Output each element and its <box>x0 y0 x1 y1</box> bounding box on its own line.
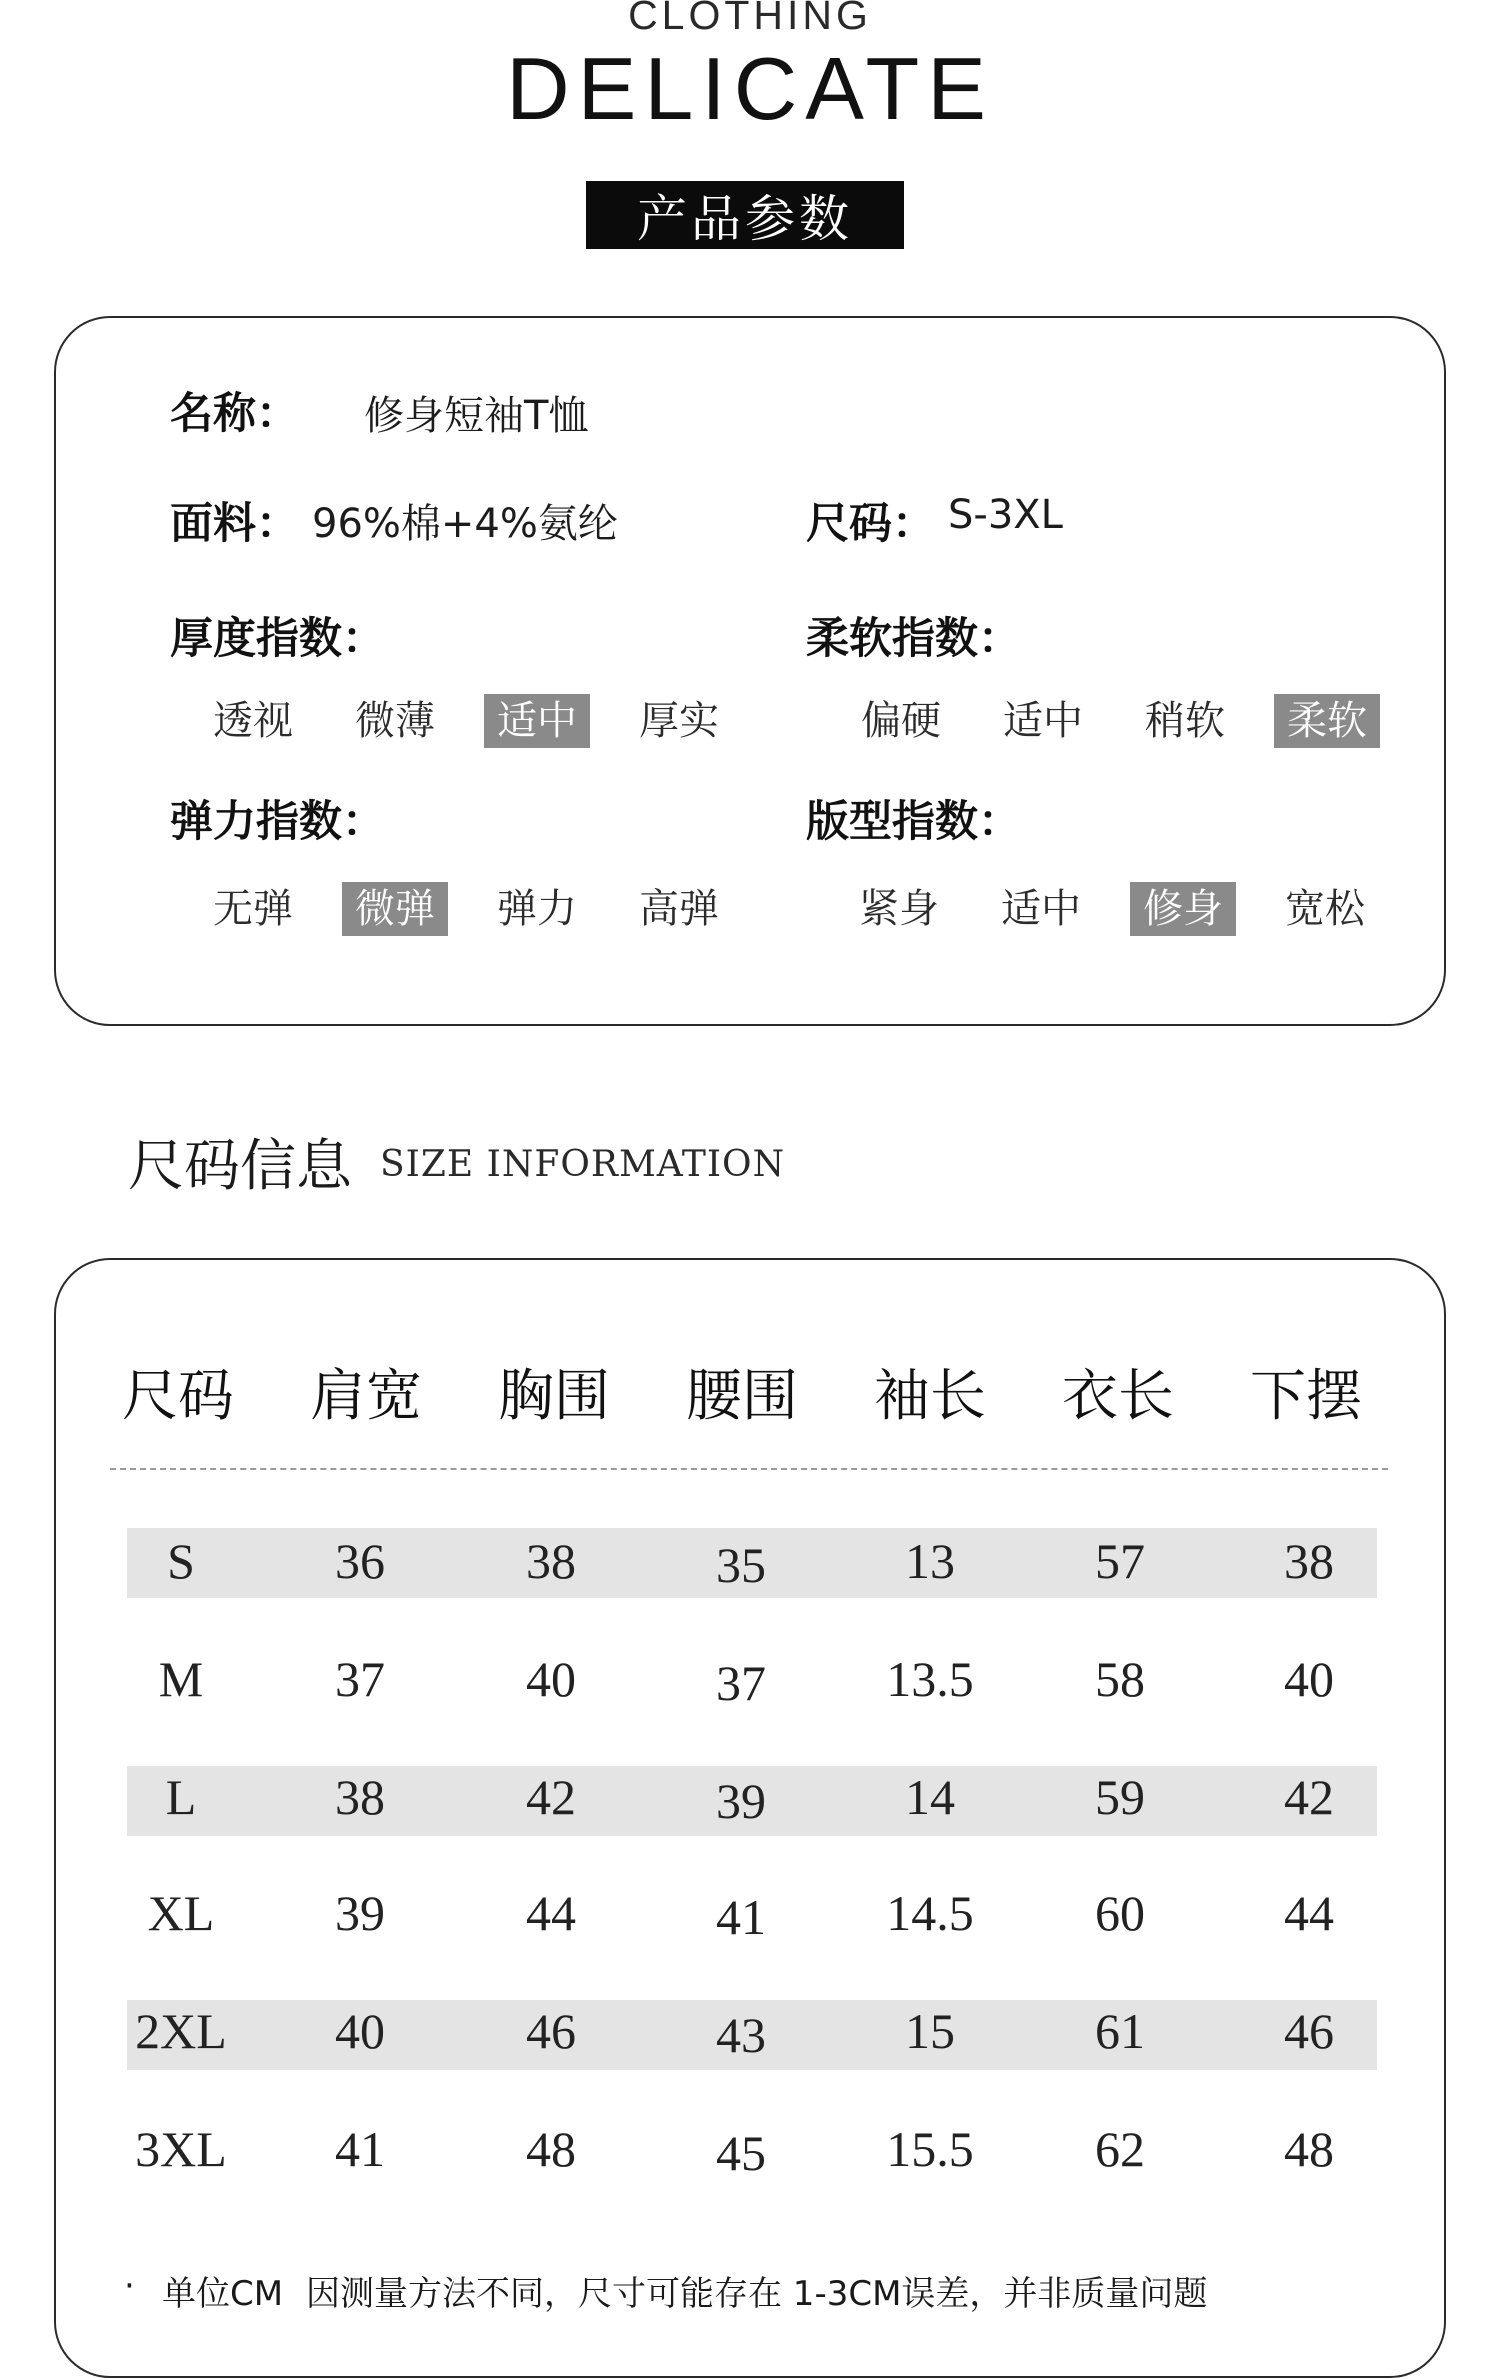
elasticity-option: 弹力 <box>497 886 577 932</box>
fit-option: 紧身 <box>859 886 939 932</box>
table-cell: 46 <box>1284 2003 1334 2059</box>
fabric-value: 96%棉+4%氨纶 <box>312 501 618 547</box>
table-cell: 43 <box>716 2007 766 2063</box>
thickness-option: 微薄 <box>355 698 435 744</box>
table-cell: 39 <box>335 1885 385 1941</box>
size-info-subtitle: SIZE INFORMATION <box>380 1144 786 1185</box>
table-cell: 60 <box>1095 1885 1145 1941</box>
table-cell: 39 <box>716 1773 766 1829</box>
name-value: 修身短袖T恤 <box>364 393 589 439</box>
note-text: 因测量方法不同，尺寸可能存在 1-3CM误差，并非质量问题 <box>306 2274 1208 2314</box>
note-bullet: · <box>124 2266 135 2306</box>
table-cell: 44 <box>1284 1885 1334 1941</box>
table-cell: XL <box>147 1885 215 1941</box>
fabric-label: 面料： <box>170 499 299 549</box>
name-label: 名称： <box>170 389 299 439</box>
table-cell: 46 <box>526 2003 576 2059</box>
thickness-option: 适中 <box>484 694 590 748</box>
table-cell: L <box>165 1769 197 1825</box>
table-cell: 13.5 <box>886 1651 974 1707</box>
table-cell: 14 <box>905 1769 955 1825</box>
table-cell: 40 <box>526 1651 576 1707</box>
table-cell: 36 <box>335 1533 385 1589</box>
column-header: 肩宽 <box>310 1364 422 1429</box>
table-cell: 58 <box>1095 1651 1145 1707</box>
column-header: 下摆 <box>1250 1364 1362 1429</box>
table-cell: 42 <box>526 1769 576 1825</box>
note-unit: 单位CM <box>162 2274 284 2314</box>
fit-option: 修身 <box>1130 882 1236 936</box>
table-cell: S <box>167 1533 195 1589</box>
thickness-label: 厚度指数： <box>170 614 385 664</box>
softness-option: 适中 <box>1003 698 1083 744</box>
table-cell: 44 <box>526 1885 576 1941</box>
table-cell: 40 <box>335 2003 385 2059</box>
table-cell: 45 <box>716 2125 766 2181</box>
table-cell: 35 <box>716 1537 766 1593</box>
table-cell: 57 <box>1095 1533 1145 1589</box>
table-cell: 13 <box>905 1533 955 1589</box>
softness-option: 柔软 <box>1274 694 1380 748</box>
elasticity-option: 高弹 <box>639 886 719 932</box>
brand-title: DELICATE <box>506 39 994 138</box>
size-value: S-3XL <box>948 492 1063 538</box>
fit-option: 宽松 <box>1285 886 1365 932</box>
thickness-option: 厚实 <box>639 698 719 744</box>
softness-label: 柔软指数： <box>806 614 1021 664</box>
table-cell: 2XL <box>135 2003 227 2059</box>
table-cell: 37 <box>335 1651 385 1707</box>
table-cell: 38 <box>335 1769 385 1825</box>
elasticity-option: 微弹 <box>342 882 448 936</box>
table-cell: 48 <box>526 2121 576 2177</box>
section-banner-label: 产品参数 <box>637 190 853 248</box>
table-cell: 40 <box>1284 1651 1334 1707</box>
table-cell: 42 <box>1284 1769 1334 1825</box>
column-header: 衣长 <box>1062 1364 1174 1429</box>
column-header: 胸围 <box>498 1364 610 1429</box>
table-cell: 41 <box>335 2121 385 2177</box>
header-divider <box>110 1468 1388 1470</box>
table-cell: 38 <box>1284 1533 1334 1589</box>
table-cell: 62 <box>1095 2121 1145 2177</box>
fit-option: 适中 <box>1001 886 1081 932</box>
elasticity-label: 弹力指数： <box>170 797 385 847</box>
softness-option: 稍软 <box>1145 698 1225 744</box>
table-cell: M <box>158 1651 204 1707</box>
size-label: 尺码： <box>806 499 935 549</box>
table-cell: 61 <box>1095 2003 1145 2059</box>
table-cell: 48 <box>1284 2121 1334 2177</box>
size-info-title: 尺码信息 <box>128 1134 352 1199</box>
table-cell: 38 <box>526 1533 576 1589</box>
table-cell: 37 <box>716 1655 766 1711</box>
elasticity-option: 无弹 <box>213 886 293 932</box>
fit-label: 版型指数： <box>806 797 1021 847</box>
thickness-option: 透视 <box>213 698 293 744</box>
table-cell: 3XL <box>135 2121 227 2177</box>
column-header: 腰围 <box>686 1364 798 1429</box>
table-cell: 15.5 <box>886 2121 974 2177</box>
table-cell: 14.5 <box>886 1885 974 1941</box>
brand-eyebrow: CLOTHING <box>628 0 872 38</box>
softness-option: 偏硬 <box>861 698 941 744</box>
table-cell: 41 <box>716 1889 766 1945</box>
table-cell: 59 <box>1095 1769 1145 1825</box>
column-header: 尺码 <box>122 1364 234 1429</box>
column-header: 袖长 <box>874 1364 986 1429</box>
table-cell: 15 <box>905 2003 955 2059</box>
section-banner <box>586 181 904 249</box>
